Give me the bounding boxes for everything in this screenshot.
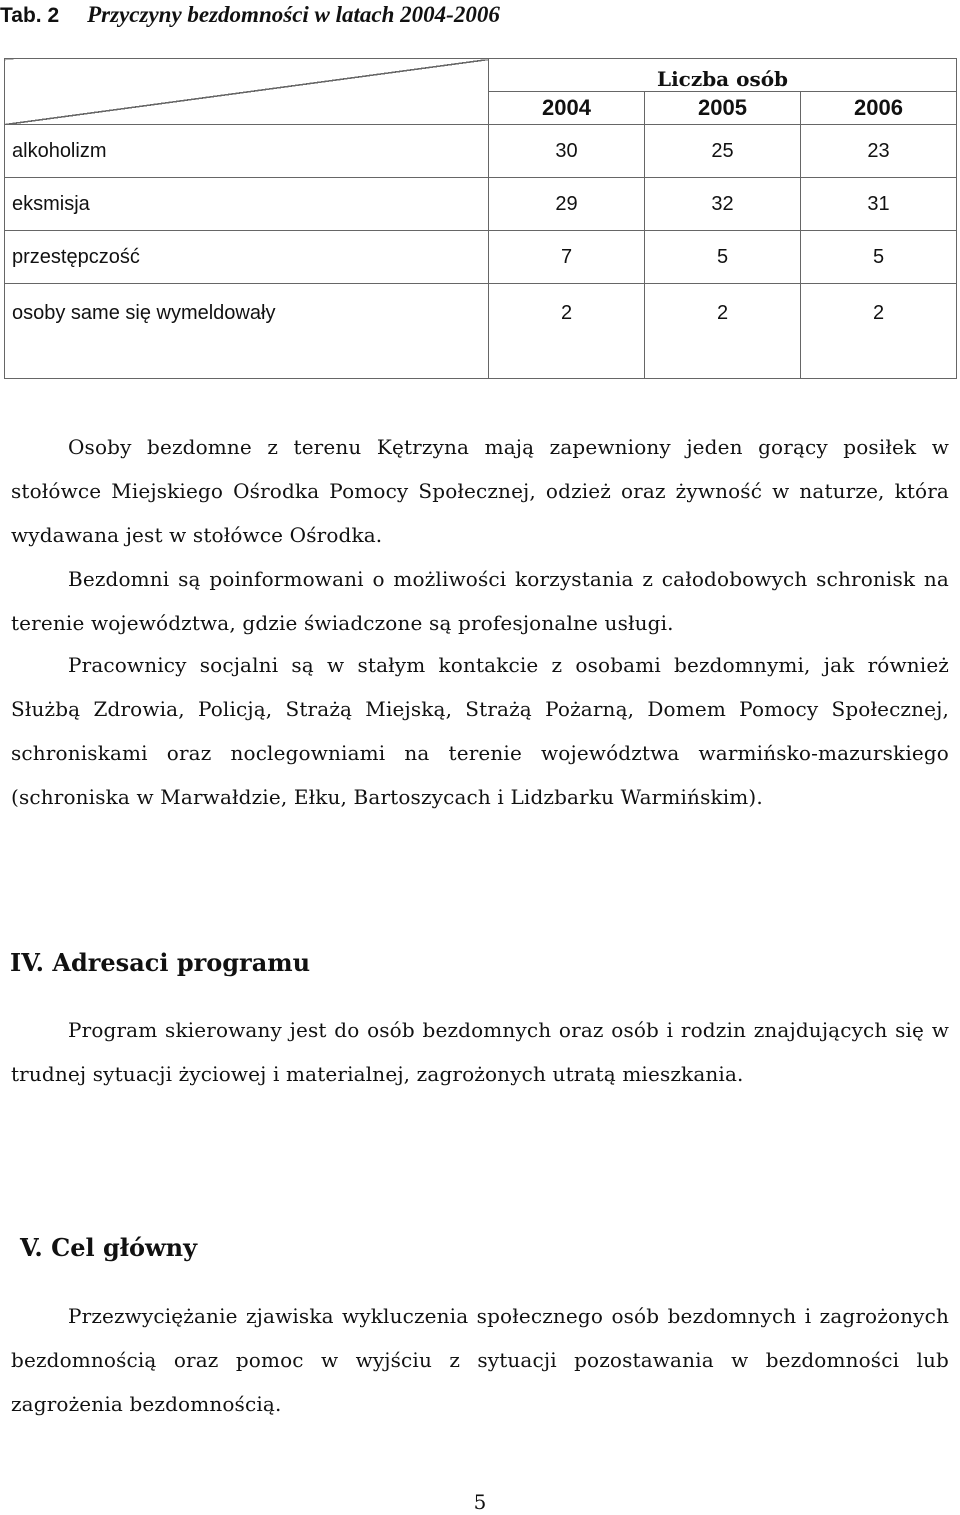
table-header-year: 2005 <box>645 92 801 125</box>
table-caption-title: Przyczyny bezdomności w latach 2004-2006 <box>87 2 500 27</box>
page-number: 5 <box>473 1490 487 1514</box>
table-row <box>5 284 957 379</box>
paragraph-main-goal: Przezwyciężanie zjawiska wykluczenia społecznego osób bezdomnych i zagrożonych bezdomnością oraz pomoc w wyjściu z sytuacji pozostawania w bezdomności lub zagrożenia bezdomnością. <box>11 1304 949 1416</box>
paragraph-meals: Osoby bezdomne z terenu Kętrzyna mają zapewniony jeden gorący posiłek w stołówce Miejskiego Ośrodka Pomocy Społecznej, odzież oraz żywność w naturze, która wydawana jest w stołówce Ośrodka. <box>11 435 949 547</box>
table-cell: 5 <box>645 231 801 284</box>
table-cell: 7 <box>489 231 645 284</box>
table-cell: 2 <box>489 284 645 379</box>
table-header-year: 2004 <box>489 92 645 125</box>
table-cell: 31 <box>801 178 957 231</box>
row-label: osoby same się wymeldowały <box>5 284 489 379</box>
table-caption <box>0 0 500 30</box>
table-cell: 32 <box>645 178 801 231</box>
paragraph-social-workers: Pracownicy socjalni są w stałym kontakcie z osobami bezdomnymi, jak również Służbą Zdrowia, Policją, Strażą Miejską, Strażą Pożarną, Domem Pomocy Społecznej, schroniskami oraz noclegowniami na terenie województwa warmińsko-mazurskiego (schroniska w Marwałdzie, Ełku, Bartoszycach i Lidzbarku Warmińskim). <box>11 653 949 809</box>
section-heading-main-goal: V. Cel główny <box>20 1233 198 1262</box>
table-cell: 25 <box>645 125 801 178</box>
table-cell: 23 <box>801 125 957 178</box>
table-corner-cell <box>5 59 489 125</box>
homelessness-causes-table <box>4 58 957 379</box>
section-heading-recipients: IV. Adresaci programu <box>10 948 311 977</box>
row-label: przestępczość <box>5 231 489 284</box>
table-group-header: Liczba osób <box>489 59 957 92</box>
row-label: eksmisja <box>5 178 489 231</box>
table-row <box>5 231 957 284</box>
table-row <box>5 178 957 231</box>
paragraph-recipients: Program skierowany jest do osób bezdomnych oraz osób i rodzin znajdujących się w trudnej sytuacji życiowej i materialnej, zagrożonych utratą mieszkania. <box>11 1018 949 1086</box>
table-cell: 2 <box>645 284 801 379</box>
table-cell: 29 <box>489 178 645 231</box>
table-header-year: 2006 <box>801 92 957 125</box>
table-row <box>5 125 957 178</box>
table-cell: 30 <box>489 125 645 178</box>
row-label: alkoholizm <box>5 125 489 178</box>
table-cell: 5 <box>801 231 957 284</box>
table-cell: 2 <box>801 284 957 379</box>
table-caption-label: Tab. 2 <box>0 4 60 27</box>
paragraph-shelters: Bezdomni są poinformowani o możliwości korzystania z całodobowych schronisk na terenie województwa, gdzie świadczone są profesjonalne usługi. <box>11 567 949 635</box>
